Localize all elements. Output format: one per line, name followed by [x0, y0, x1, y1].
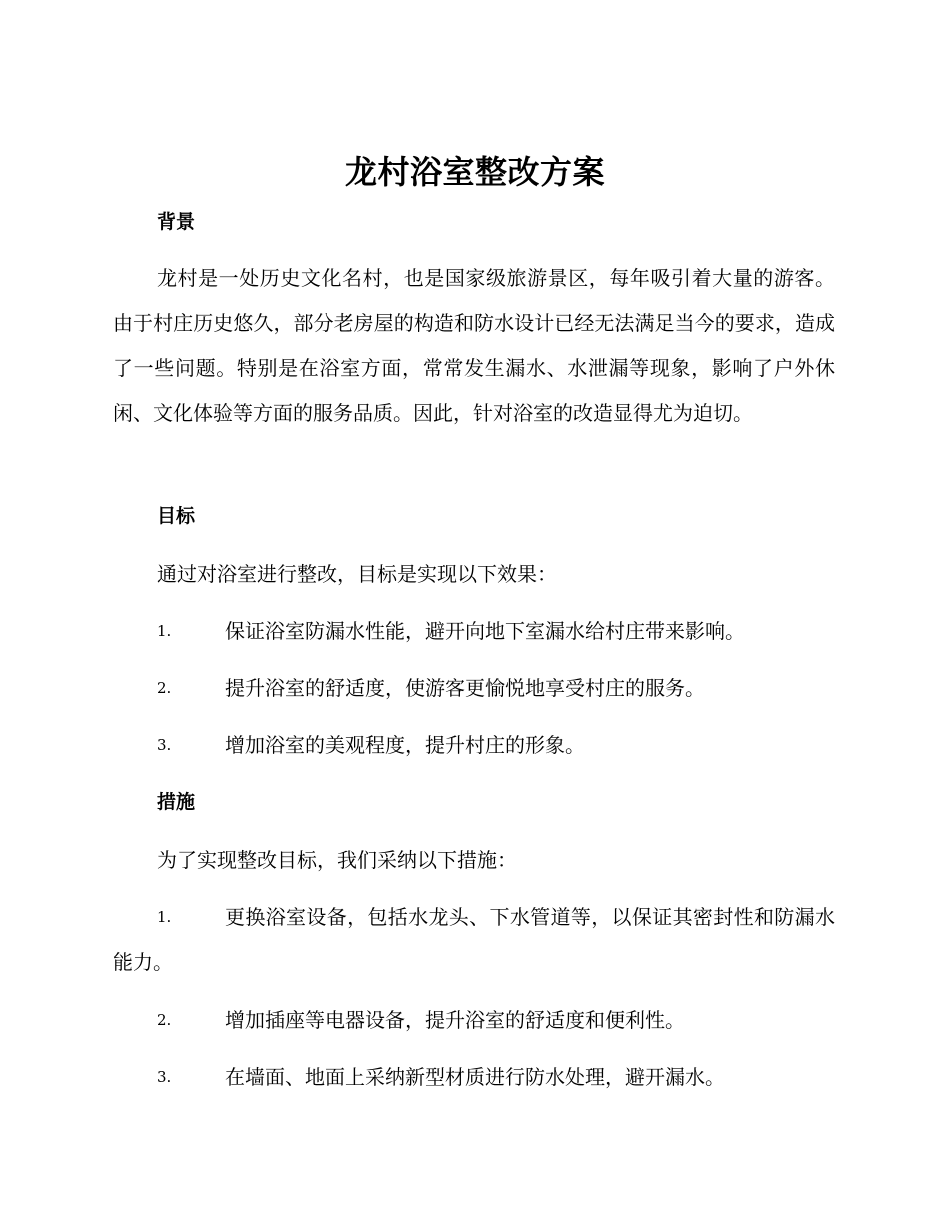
goal-number: 2.: [157, 679, 172, 697]
goal-number: 1.: [157, 622, 172, 640]
measure-item: 增加插座等电器设备，提升浴室的舒适度和便利性。: [225, 1008, 685, 1032]
background-paragraph: 龙村是一处历史文化名村，也是国家级旅游景区，每年吸引着大量的游客。由于村庄历史悠久，部分老房屋的构造和防水设计已经无法满足当今的要求，造成了一些问题。特别是在浴室方面，常常发生漏水、水泄漏等现象，影响了户外休闲、文化体验等方面的服务品质。因此，针对浴室的改造显得尤为迫切。: [113, 266, 835, 425]
measure-item: 在墙面、地面上采纳新型材质进行防水处理，避开漏水。: [225, 1065, 725, 1089]
measure-number: 1.: [157, 908, 172, 926]
goal-number: 3.: [157, 736, 172, 754]
page-title: 龙村浴室整改方案: [344, 153, 605, 191]
goals-intro: 通过对浴室进行整改，目标是实现以下效果：: [157, 562, 557, 586]
goal-item: 增加浴室的美观程度，提升村庄的形象。: [225, 733, 585, 757]
measure-number: 2.: [157, 1011, 172, 1029]
measures-intro: 为了实现整改目标，我们采纳以下措施：: [157, 848, 517, 872]
measure-item: 更换浴室设备，包括水龙头、下水管道等，以保证其密封性和防漏水能力。: [113, 905, 835, 974]
measure-number: 3.: [157, 1068, 172, 1086]
section-heading-measures: 措施: [157, 791, 196, 813]
section-heading-background: 背景: [157, 211, 196, 233]
goal-item: 保证浴室防漏水性能，避开向地下室漏水给村庄带来影响。: [225, 619, 745, 643]
goal-item: 提升浴室的舒适度，使游客更愉悦地享受村庄的服务。: [225, 676, 705, 700]
section-heading-goals: 目标: [157, 505, 196, 527]
